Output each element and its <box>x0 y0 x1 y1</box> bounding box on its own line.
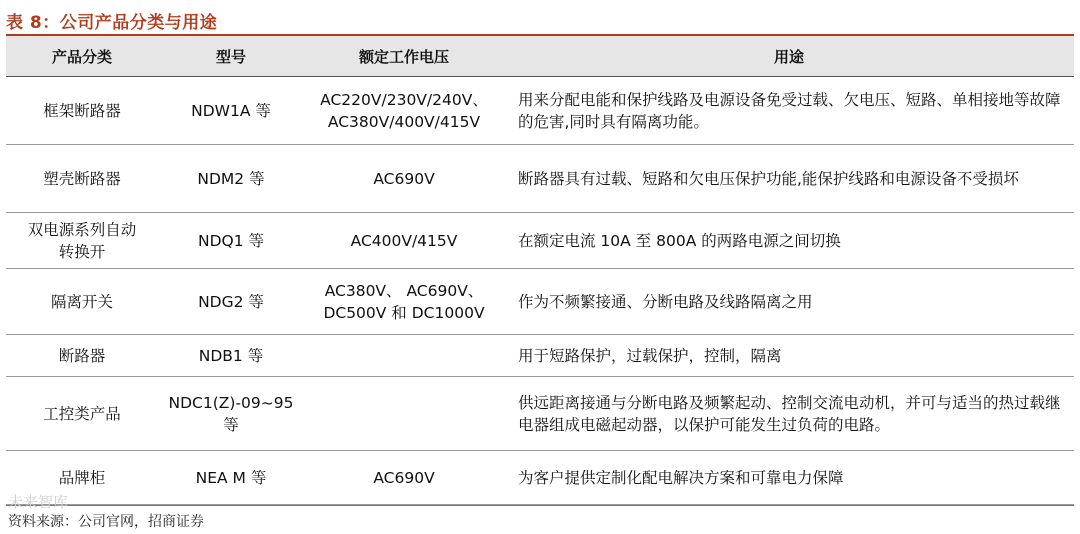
cell-use: 用于短路保护，过载保护，控制，隔离 <box>504 335 1074 377</box>
header-voltage: 额定工作电压 <box>304 36 504 77</box>
cell-voltage: AC380V、 AC690V、DC500V 和 DC1000V <box>304 269 504 335</box>
cell-voltage: AC690V <box>304 451 504 505</box>
cell-category: 隔离开关 <box>6 269 158 335</box>
table-row <box>6 451 1074 505</box>
table-row <box>6 269 1074 335</box>
cell-use: 在额定电流 10A 至 800A 的两路电源之间切换 <box>504 213 1074 269</box>
cell-voltage <box>304 335 504 377</box>
product-table <box>6 36 1074 505</box>
cell-model: NDW1A 等 <box>158 77 304 145</box>
cell-category: 框架断路器 <box>6 77 158 145</box>
cell-use: 断路器具有过载、短路和欠电压保护功能,能保护线路和电源设备不受损坏 <box>504 145 1074 213</box>
table-caption: 表 8：公司产品分类与用途 <box>6 13 218 33</box>
cell-model: NDC1(Z)-09~95 等 <box>158 377 304 451</box>
cell-use: 用来分配电能和保护线路及电源设备免受过载、欠电压、短路、单相接地等故障的危害,同时具有隔离功能。 <box>504 77 1074 145</box>
table-row <box>6 77 1074 145</box>
cell-category: 塑壳断路器 <box>6 145 158 213</box>
table-row <box>6 377 1074 451</box>
cell-voltage: AC220V/230V/240V、AC380V/400V/415V <box>304 77 504 145</box>
cell-model: NDB1 等 <box>158 335 304 377</box>
cell-use: 为客户提供定制化配电解决方案和可靠电力保障 <box>504 451 1074 505</box>
table-row <box>6 335 1074 377</box>
header-model: 型号 <box>158 36 304 77</box>
cell-voltage: AC400V/415V <box>304 213 504 269</box>
cell-use: 作为不频繁接通、分断电路及线路隔离之用 <box>504 269 1074 335</box>
watermark: 未来智库 <box>8 493 69 511</box>
table-row <box>6 213 1074 269</box>
cell-model: NEA M 等 <box>158 451 304 505</box>
header-category: 产品分类 <box>6 36 158 77</box>
source-note: 资料来源：公司官网，招商证券 <box>8 514 204 530</box>
cell-category: 工控类产品 <box>6 377 158 451</box>
table-row <box>6 145 1074 213</box>
cell-category: 双电源系列自动转换开 <box>6 213 158 269</box>
cell-voltage: AC690V <box>304 145 504 213</box>
cell-use: 供远距离接通与分断电路及频繁起动、控制交流电动机，并可与适当的热过载继电器组成电磁起动器，以保护可能发生过负荷的电路。 <box>504 377 1074 451</box>
cell-category: 品牌柜 <box>6 451 158 505</box>
cell-category: 断路器 <box>6 335 158 377</box>
cell-model: NDQ1 等 <box>158 213 304 269</box>
header-use: 用途 <box>504 36 1074 77</box>
cell-model: NDG2 等 <box>158 269 304 335</box>
table-header-row <box>6 36 1074 77</box>
bottom-rule <box>6 505 1074 506</box>
cell-model: NDM2 等 <box>158 145 304 213</box>
cell-voltage <box>304 377 504 451</box>
